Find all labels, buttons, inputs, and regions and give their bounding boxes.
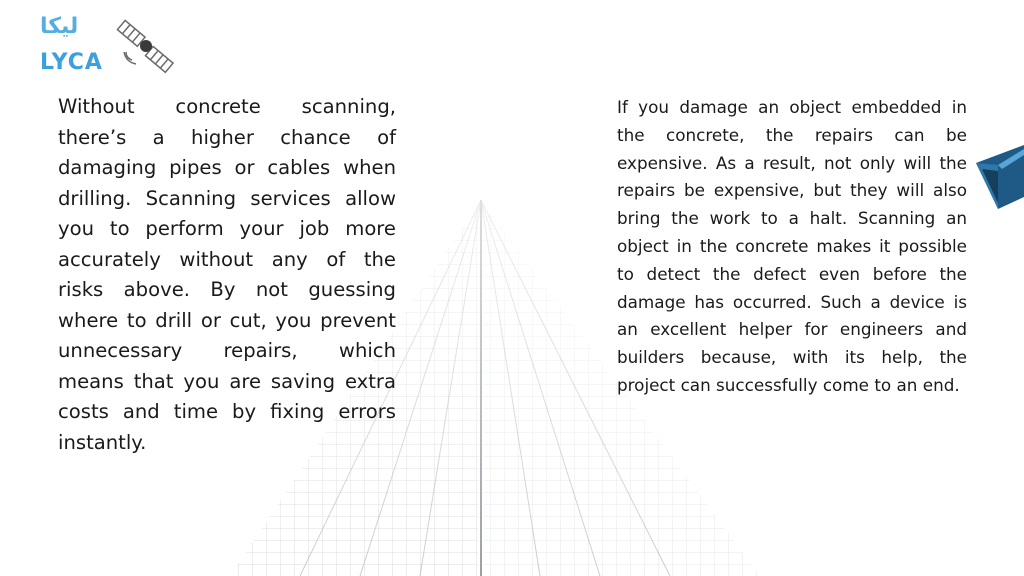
logo-latin-text: LYCA — [40, 50, 103, 75]
right-paragraph: If you damage an object embedded in the concrete, the repairs can be expensive. As a result, not only will the repairs be expensive, but they will also bring the work to a halt. Scanning an object in the concrete makes it possible to detect the defect even before the damage has occurred. Such a device is an excellent helper for engineers and builders because, with its help, the project can successfully come to an end. — [617, 97, 967, 395]
left-paragraph: Without concrete scanning, there’s a higher chance of damaging pipes or cables when drilling. Scanning services allow you to perform your job more accurately without any of the risks above. By not guessing where to drill or cut, you prevent unnecessary repairs, which means that you are saving extra costs and time by fixing errors instantly. — [58, 95, 396, 454]
brand-logo — [38, 14, 178, 76]
satellite-icon — [112, 14, 178, 76]
logo-arabic-text: ليكا — [40, 14, 79, 39]
blue-3d-shape-icon — [976, 145, 1024, 215]
